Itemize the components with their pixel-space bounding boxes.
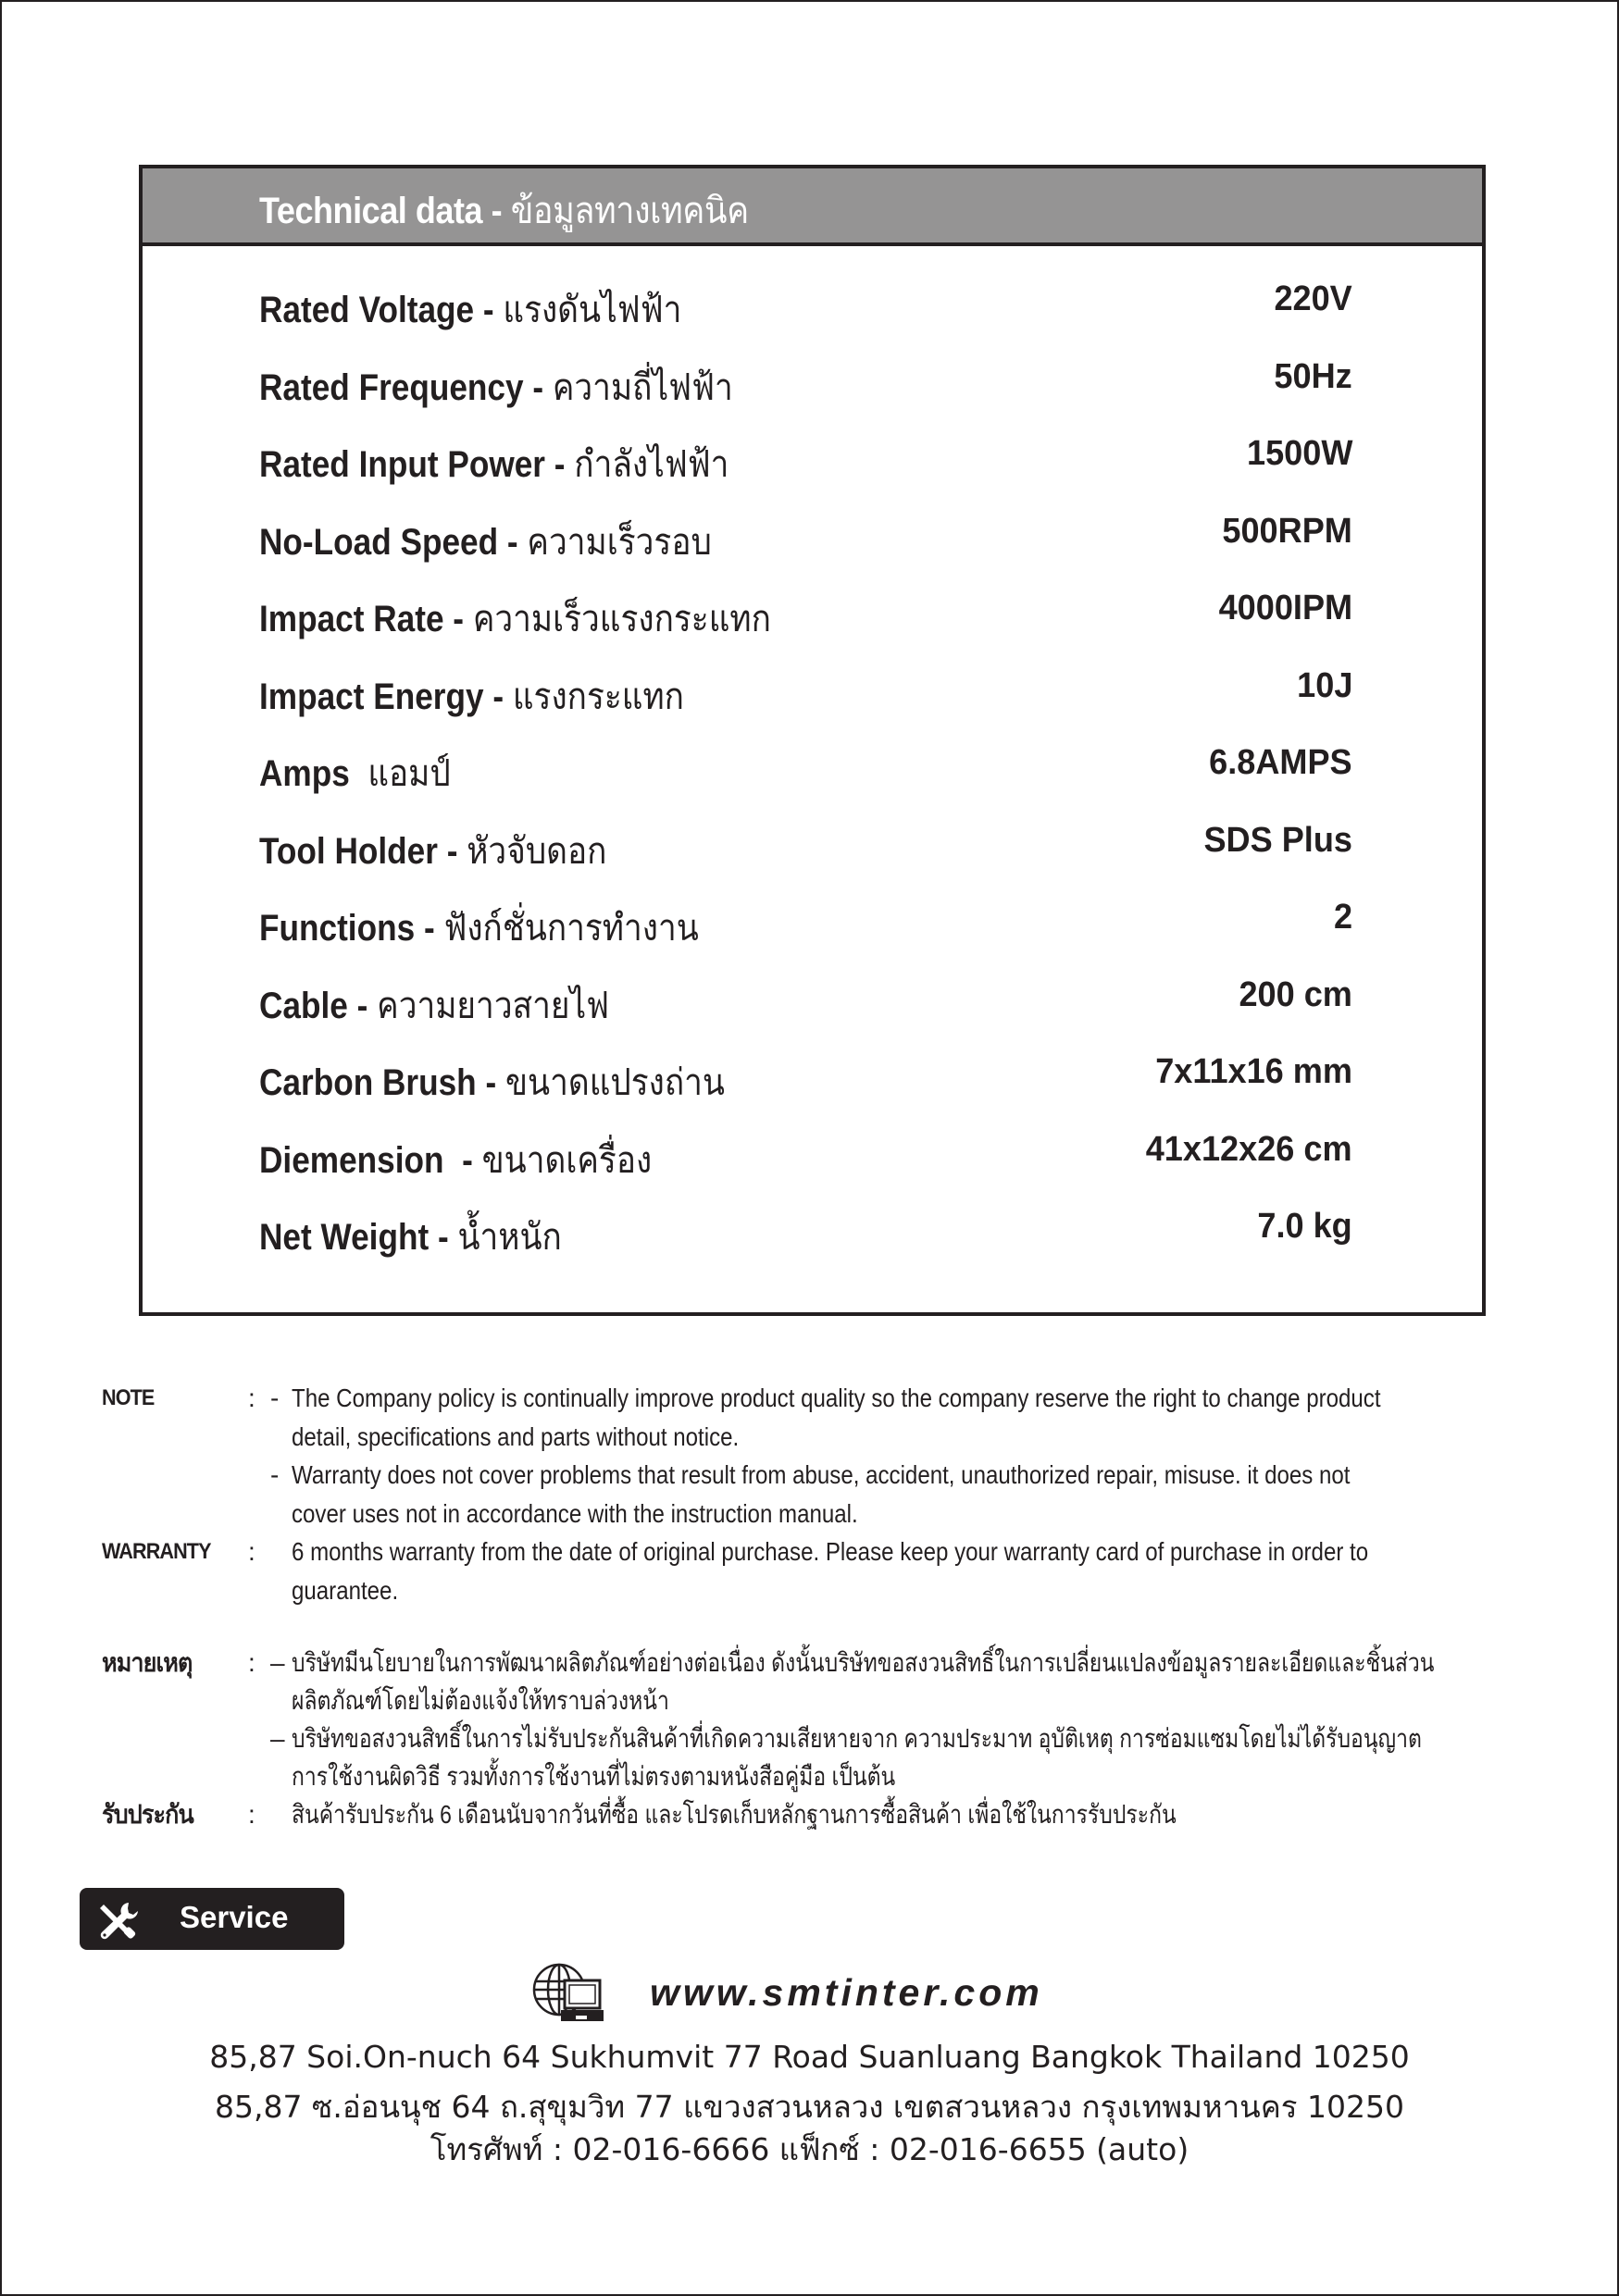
note-block: [102, 1379, 1546, 1456]
spec-label-en: Impact Rate -: [259, 599, 473, 639]
spec-row-dimension: [143, 1130, 1482, 1208]
website-row: [531, 1962, 1087, 2027]
spec-label-en: Carbon Brush -: [259, 1062, 505, 1103]
spec-label-th: แรงกระแทก: [512, 676, 684, 717]
spec-row-rated-frequency: [143, 357, 1482, 435]
warranty-key: WARRANTY: [102, 1539, 211, 1564]
title-en: Technical data -: [259, 191, 511, 231]
spec-label-en: Tool Holder -: [259, 830, 467, 872]
spec-value: 2: [1333, 898, 1352, 937]
spec-row-no-load-speed: [143, 512, 1482, 590]
website-link[interactable]: www.smtinter.com: [650, 1971, 1043, 2014]
spec-label-th: แอมป์: [367, 753, 451, 794]
note-block-th: [102, 1644, 1546, 1719]
spec-value: 10J: [1296, 665, 1352, 705]
spec-label: [259, 1207, 562, 1266]
spec-label: [259, 512, 712, 571]
spec-label-en: Cable -: [259, 985, 378, 1026]
spec-label: [259, 357, 733, 416]
spec-row-impact-rate: [143, 589, 1482, 666]
note-line: detail, specifications and parts without notice.: [292, 1421, 740, 1451]
warranty-block: [102, 1533, 1546, 1609]
spec-label: [259, 666, 684, 726]
spec-label: [259, 975, 609, 1035]
spec-label-th: กำลังไฟฟ้า: [574, 444, 729, 485]
address-english: 85,87 Soi.On-nuch 64 Sukhumvit 77 Road Suanluang Bangkok Thailand 10250: [209, 2039, 1410, 2075]
spec-label-th: ฟังก์ชั่นการทำงาน: [443, 908, 699, 949]
spec-row-carbon-brush: [143, 1052, 1482, 1130]
spec-label-th: หัวจับดอก: [467, 830, 607, 872]
warranty-line: 6 months warranty from the date of original purchase. Please keep your warranty card of purchase in order to: [292, 1537, 1369, 1566]
spec-label-en: Rated Input Power -: [259, 444, 575, 485]
note-line: cover uses not in accordance with the instruction manual.: [292, 1498, 858, 1528]
spec-value: 500RPM: [1222, 511, 1352, 551]
spec-value: 41x12x26 cm: [1146, 1129, 1352, 1169]
service-label: Service: [180, 1900, 289, 1934]
spec-label: [259, 434, 729, 493]
spec-label: [259, 1052, 725, 1111]
note-dash: –: [270, 1648, 285, 1677]
spec-label-th: ขนาดแปรงถ่าน: [504, 1062, 725, 1103]
spec-value: 50Hz: [1274, 356, 1352, 396]
phone-fax: โทรศัพท์ : 02-016-6666 แฟ็กซ์ : 02-016-6655 (auto): [430, 2131, 1189, 2167]
note-block: [102, 1456, 1546, 1533]
note-dash: -: [270, 1384, 280, 1412]
spec-value: 1500W: [1246, 434, 1352, 473]
spec-row-amps: [143, 743, 1482, 821]
warranty-block-th: [102, 1795, 1546, 1833]
spec-row-functions: [143, 898, 1482, 975]
warranty-line-th: สินค้ารับประกัน 6 เดือนนับจากวันที่ซื้อ และโปรดเก็บหลักฐานการซื้อสินค้า เพื่อใช้ในการรับประกัน: [292, 1800, 1177, 1829]
spec-label-en: Net Weight -: [259, 1217, 458, 1258]
technical-data-header: [143, 168, 1482, 246]
spec-label-th: ความเร็วรอบ: [527, 521, 712, 563]
spec-value: 7x11x16 mm: [1155, 1052, 1352, 1091]
note-line: The Company policy is continually improve product quality so the company reserve the right to change product: [292, 1384, 1381, 1412]
spec-row-impact-energy: [143, 666, 1482, 744]
spec-label: [259, 898, 699, 957]
spec-label: [259, 279, 681, 339]
globe-laptop-icon: [531, 1962, 605, 2027]
warranty-line: guarantee.: [292, 1575, 399, 1605]
spec-label-en: Rated Frequency -: [259, 366, 553, 408]
spec-label-th: ความถี่ไฟฟ้า: [552, 366, 733, 408]
spec-label-en: No-Load Speed -: [259, 521, 528, 563]
note-line-th: บริษัทขอสงวนสิทธิ์ในการไม่รับประกันสินค้าที่เกิดความเสียหายจาก ความประมาท อุบัติเหตุ การซ่อมแซมโดยไม่ได้รับอนุญาต: [292, 1724, 1422, 1753]
spec-value: 200 cm: [1239, 974, 1352, 1014]
spec-value: SDS Plus: [1203, 820, 1352, 860]
warranty-colon: :: [248, 1537, 255, 1566]
spec-row-net-weight: [143, 1207, 1482, 1285]
spec-value: 6.8AMPS: [1209, 743, 1352, 782]
note-dash: –: [270, 1724, 285, 1753]
spec-label: [259, 589, 771, 648]
note-colon: :: [248, 1384, 255, 1412]
spec-label-th: ความเร็วแรงกระแทก: [472, 599, 771, 639]
notes-english: [102, 1379, 1546, 1609]
spec-row-rated-input-power: [143, 434, 1482, 512]
spec-value: 220V: [1274, 279, 1352, 318]
spec-label-en: Functions -: [259, 908, 444, 949]
address-thai: 85,87 ซ.อ่อนนุช 64 ถ.สุขุมวิท 77 แขวงสวนหลวง เขตสวนหลวง กรุงเทพมหานคร 10250: [214, 2089, 1405, 2125]
note-key-th: หมายเหตุ: [102, 1648, 193, 1677]
spec-row-tool-holder: [143, 821, 1482, 899]
note-colon: :: [248, 1648, 255, 1677]
spec-label-en: Diemension -: [259, 1139, 482, 1181]
warranty-colon: :: [248, 1800, 255, 1829]
spec-label-th: ความยาวสายไฟ: [377, 985, 610, 1026]
warranty-key-th: รับประกัน: [102, 1800, 193, 1829]
title-th: ข้อมูลทางเทคนิค: [510, 191, 749, 231]
spec-rows: [143, 279, 1482, 1285]
spec-value: 7.0 kg: [1257, 1207, 1352, 1246]
note-line-th: ผลิตภัณฑ์โดยไม่ต้องแจ้งให้ทราบล่วงหน้า: [292, 1686, 669, 1715]
spec-label-th: น้ำหนัก: [457, 1217, 562, 1258]
spec-label-en: Amps: [259, 753, 368, 794]
service-badge: [80, 1888, 344, 1950]
spec-label: [259, 743, 451, 802]
technical-data-table: [139, 165, 1486, 1316]
note-block-th: [102, 1719, 1546, 1795]
spec-label-en: Impact Energy -: [259, 676, 513, 717]
note-dash: -: [270, 1460, 280, 1489]
spec-row-cable: [143, 975, 1482, 1053]
spec-label-th: ขนาดเครื่อง: [481, 1139, 653, 1181]
note-line: Warranty does not cover problems that result from abuse, accident, unauthorized repair, misuse. it does not: [292, 1460, 1351, 1489]
note-line-th: บริษัทมีนโยบายในการพัฒนาผลิตภัณฑ์อย่างต่อเนื่อง ดังนั้นบริษัทขอสงวนสิทธิ์ในการเปลี่ยนแปลงข้อมูลรายละเอียดและชิ้นส่วน: [292, 1648, 1435, 1677]
notes-thai: [102, 1644, 1546, 1833]
note-line-th: การใช้งานผิดวิธี รวมทั้งการใช้งานที่ไม่ตรงตามหนังสือคู่มือ เป็นต้น: [292, 1762, 896, 1791]
technical-data-title: [259, 180, 749, 240]
spec-label-th: แรงดันไฟฟ้า: [503, 290, 682, 330]
note-key: NOTE: [102, 1385, 155, 1410]
spec-label: [259, 821, 606, 880]
wrench-screwdriver-icon: [93, 1897, 139, 1943]
spec-label: [259, 1130, 652, 1189]
spec-row-rated-voltage: [143, 279, 1482, 357]
spec-label-en: Rated Voltage -: [259, 290, 504, 330]
spec-value: 4000IPM: [1218, 589, 1352, 627]
